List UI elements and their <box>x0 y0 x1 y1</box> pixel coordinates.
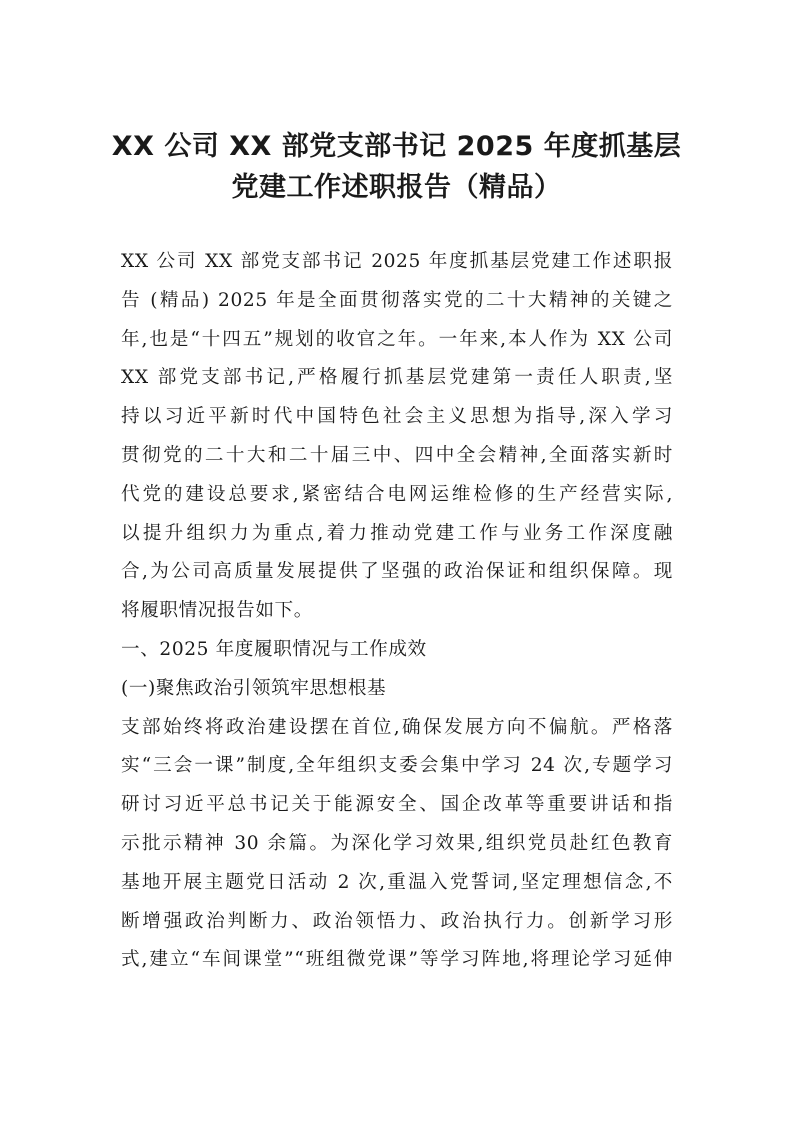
document-title-line-1: XX 公司 XX 部党支部书记 2025 年度抓基层 <box>111 131 682 162</box>
intro-line: XX 部党支部书记,严格履行抓基层党建第一责任人职责,坚 <box>121 367 673 389</box>
intro-line: 将履职情况报告如下。 <box>121 600 313 622</box>
intro-line: 年,也是“十四五”规划的收官之年。一年来,本人作为 XX 公司 <box>121 328 673 350</box>
intro-line: 持以习近平新时代中国特色社会主义思想为指导,深入学习 <box>121 406 673 428</box>
intro-line: 以提升组织力为重点,着力推动党建工作与业务工作深度融 <box>121 522 673 544</box>
section-heading: 一、2025 年度履职情况与工作成效 <box>121 638 427 660</box>
paragraph-line: 断增强政治判断力、政治领悟力、政治执行力。创新学习形 <box>121 910 673 932</box>
paragraph-line: 支部始终将政治建设摆在首位,确保发展方向不偏航。严格落 <box>121 716 673 738</box>
paragraph-line: 研讨习近平总书记关于能源安全、国企改革等重要讲话和指 <box>121 794 673 816</box>
intro-line: XX 公司 XX 部党支部书记 2025 年度抓基层党建工作述职报 <box>121 251 673 272</box>
paragraph-line: 实“三会一课”制度,全年组织支委会集中学习 24 次,专题学习 <box>121 755 673 777</box>
intro-line: 代党的建设总要求,紧密结合电网运维检修的生产经营实际, <box>121 483 673 505</box>
paragraph-line: 式,建立“车间课堂”“班组微党课”等学习阵地,将理论学习延伸 <box>121 949 673 971</box>
intro-line: 告 (精品) 2025 年是全面贯彻落实党的二十大精神的关键之 <box>121 289 673 311</box>
document-body <box>121 243 673 980</box>
paragraph-line: 示批示精神 30 余篇。为深化学习效果,组织党员赴红色教育 <box>121 832 673 854</box>
document-title-line-2: 党建工作述职报告（精品） <box>231 172 562 203</box>
intro-line: 合,为公司高质量发展提供了坚强的政治保证和组织保障。现 <box>121 561 673 583</box>
subsection-heading: (一)聚焦政治引领筑牢思想根基 <box>121 677 387 699</box>
intro-line: 贯彻党的二十大和二十届三中、四中全会精神,全面落实新时 <box>121 444 673 466</box>
paragraph-line: 基地开展主题党日活动 2 次,重温入党誓词,坚定理想信念,不 <box>121 871 673 893</box>
